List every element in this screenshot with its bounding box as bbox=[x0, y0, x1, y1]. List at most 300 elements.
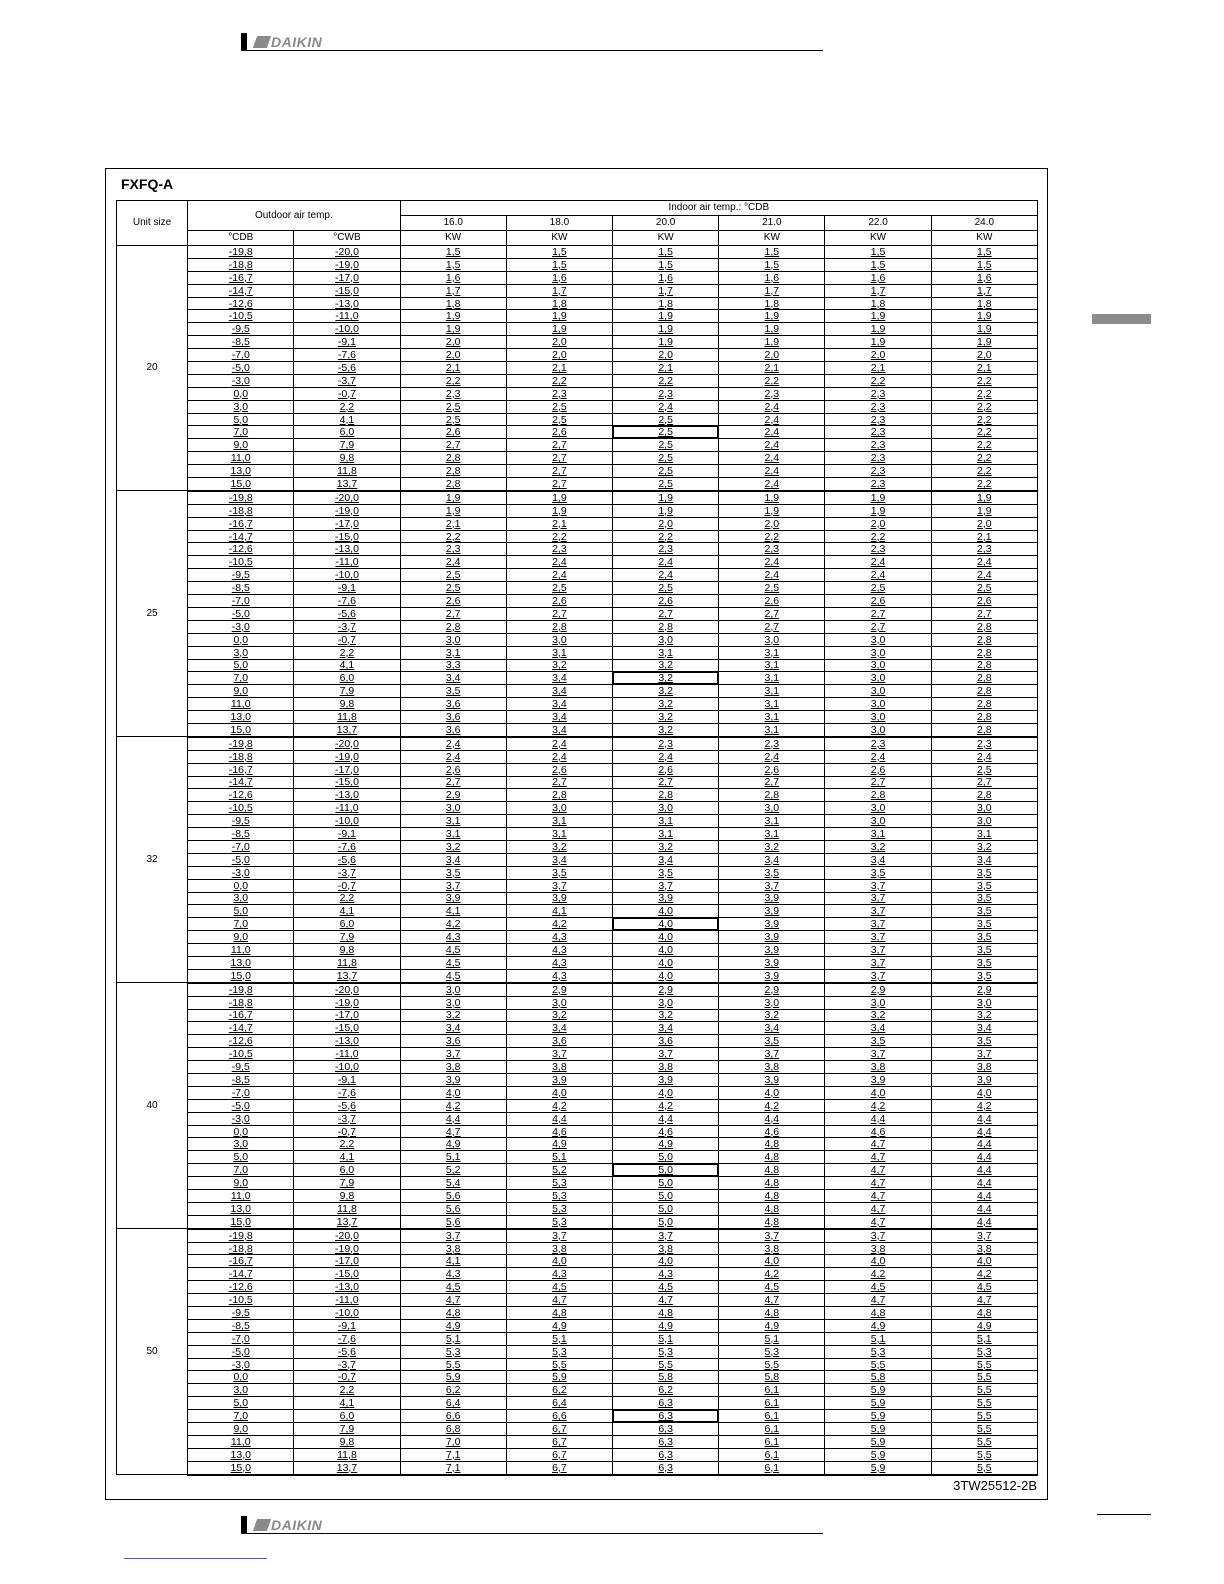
outdoor-cdb-cell: -19,8 bbox=[188, 491, 294, 504]
capacity-cell: 2,8 bbox=[931, 711, 1037, 724]
table-row bbox=[117, 1215, 1038, 1228]
table-row bbox=[117, 723, 1038, 736]
capacity-cell: 5,9 bbox=[506, 1371, 612, 1384]
capacity-cell: 2,7 bbox=[400, 776, 506, 789]
capacity-cell: 6,7 bbox=[506, 1448, 612, 1461]
capacity-cell: 5,9 bbox=[400, 1371, 506, 1384]
capacity-cell: 1,7 bbox=[931, 284, 1037, 297]
capacity-cell: 2,6 bbox=[506, 426, 612, 439]
capacity-cell: 3,5 bbox=[931, 956, 1037, 969]
capacity-cell: 2,3 bbox=[613, 543, 719, 556]
capacity-cell: 6,4 bbox=[506, 1397, 612, 1410]
capacity-cell: 2,0 bbox=[931, 517, 1037, 530]
capacity-cell: 3,7 bbox=[825, 1229, 931, 1242]
capacity-cell: 2,4 bbox=[931, 569, 1037, 582]
outdoor-cwb-cell: -15,0 bbox=[294, 776, 400, 789]
capacity-cell: 2,8 bbox=[506, 789, 612, 802]
capacity-cell: 3,2 bbox=[719, 1009, 825, 1022]
capacity-cell: 4,7 bbox=[825, 1294, 931, 1307]
capacity-cell: 1,9 bbox=[719, 504, 825, 517]
capacity-cell: 4,1 bbox=[400, 905, 506, 918]
capacity-cell: 4,9 bbox=[613, 1319, 719, 1332]
table-row bbox=[117, 284, 1038, 297]
capacity-cell: 4,0 bbox=[613, 944, 719, 957]
capacity-cell: 3,2 bbox=[613, 698, 719, 711]
capacity-cell: 2,5 bbox=[613, 478, 719, 491]
capacity-cell: 3,7 bbox=[825, 969, 931, 982]
capacity-cell: 1,9 bbox=[506, 504, 612, 517]
outdoor-cdb-cell: -19,8 bbox=[188, 1229, 294, 1242]
capacity-cell: 4,0 bbox=[825, 1255, 931, 1268]
capacity-cell: 4,0 bbox=[931, 1255, 1037, 1268]
table-row bbox=[117, 362, 1038, 375]
capacity-cell: 2,4 bbox=[613, 569, 719, 582]
header-unit-kw: KW bbox=[506, 231, 612, 246]
table-row bbox=[117, 1009, 1038, 1022]
outdoor-cdb-cell: -16,7 bbox=[188, 763, 294, 776]
capacity-cell: 3,7 bbox=[825, 892, 931, 905]
capacity-cell: 4,7 bbox=[613, 1294, 719, 1307]
header-unit-kw: KW bbox=[931, 231, 1037, 246]
header-cwb: °CWB bbox=[294, 231, 400, 246]
capacity-cell: 3,8 bbox=[825, 1061, 931, 1074]
capacity-cell: 2,3 bbox=[613, 737, 719, 750]
table-row bbox=[117, 413, 1038, 426]
capacity-cell: 4,5 bbox=[400, 1281, 506, 1294]
table-row bbox=[117, 556, 1038, 569]
outdoor-cwb-cell: 9,8 bbox=[294, 698, 400, 711]
capacity-cell: 4,5 bbox=[400, 969, 506, 982]
capacity-cell: 2,5 bbox=[400, 413, 506, 426]
capacity-cell: 4,7 bbox=[825, 1164, 931, 1177]
table-row bbox=[117, 620, 1038, 633]
outdoor-cwb-cell: -9,1 bbox=[294, 582, 400, 595]
capacity-cell: 2,5 bbox=[931, 763, 1037, 776]
table-row bbox=[117, 504, 1038, 517]
outdoor-cwb-cell: -13,0 bbox=[294, 543, 400, 556]
table-header bbox=[117, 201, 1038, 246]
capacity-cell: 2,8 bbox=[931, 698, 1037, 711]
brand-name: DAIKIN bbox=[271, 34, 323, 50]
outdoor-cdb-cell: -5,0 bbox=[188, 853, 294, 866]
daikin-logo bbox=[255, 1517, 322, 1533]
table-row bbox=[117, 1448, 1038, 1461]
table-row bbox=[117, 672, 1038, 685]
table-row bbox=[117, 336, 1038, 349]
capacity-cell: 6,6 bbox=[400, 1410, 506, 1423]
outdoor-cdb-cell: -7,0 bbox=[188, 840, 294, 853]
capacity-cell: 4,0 bbox=[825, 1086, 931, 1099]
outdoor-cdb-cell: 5,0 bbox=[188, 659, 294, 672]
capacity-cell: 5,5 bbox=[931, 1423, 1037, 1436]
capacity-cell: 4,8 bbox=[719, 1202, 825, 1215]
capacity-cell: 3,7 bbox=[825, 905, 931, 918]
capacity-cell: 4,8 bbox=[400, 1307, 506, 1320]
outdoor-cwb-cell: -3,7 bbox=[294, 866, 400, 879]
capacity-cell: 3,2 bbox=[613, 840, 719, 853]
outdoor-cwb-cell: -7,6 bbox=[294, 349, 400, 362]
table-row bbox=[117, 452, 1038, 465]
outdoor-cwb-cell: -17,0 bbox=[294, 763, 400, 776]
capacity-cell: 1,7 bbox=[506, 284, 612, 297]
table-row bbox=[117, 1190, 1038, 1203]
capacity-cell: 2,3 bbox=[400, 543, 506, 556]
capacity-cell: 2,0 bbox=[506, 349, 612, 362]
capacity-cell: 4,4 bbox=[931, 1164, 1037, 1177]
capacity-cell: 1,7 bbox=[719, 284, 825, 297]
capacity-cell: 4,2 bbox=[719, 1099, 825, 1112]
document-code: 3TW25512-2B bbox=[953, 1478, 1037, 1493]
capacity-cell: 4,5 bbox=[400, 944, 506, 957]
capacity-cell: 1,6 bbox=[719, 271, 825, 284]
outdoor-cdb-cell: 3,0 bbox=[188, 1384, 294, 1397]
capacity-cell: 2,9 bbox=[613, 983, 719, 996]
capacity-cell: 4,4 bbox=[719, 1112, 825, 1125]
header-unit-size: Unit size bbox=[117, 201, 188, 246]
outdoor-cwb-cell: 13,7 bbox=[294, 723, 400, 736]
outdoor-cdb-cell: -12,6 bbox=[188, 1035, 294, 1048]
capacity-cell: 1,9 bbox=[931, 310, 1037, 323]
outdoor-cdb-cell: 0,0 bbox=[188, 1125, 294, 1138]
table-row bbox=[117, 491, 1038, 504]
capacity-cell: 5,3 bbox=[506, 1202, 612, 1215]
outdoor-cwb-cell: -0,7 bbox=[294, 387, 400, 400]
capacity-cell: 3,9 bbox=[719, 905, 825, 918]
capacity-cell: 5,5 bbox=[931, 1371, 1037, 1384]
outdoor-cdb-cell: 9,0 bbox=[188, 1177, 294, 1190]
capacity-cell: 3,8 bbox=[613, 1061, 719, 1074]
capacity-cell: 2,0 bbox=[613, 517, 719, 530]
capacity-cell: 4,9 bbox=[613, 1138, 719, 1151]
capacity-cell: 4,2 bbox=[400, 918, 506, 931]
capacity-cell: 2,9 bbox=[825, 983, 931, 996]
capacity-cell: 2,3 bbox=[825, 543, 931, 556]
capacity-cell: 2,8 bbox=[931, 620, 1037, 633]
capacity-cell: 5,6 bbox=[400, 1202, 506, 1215]
outdoor-cwb-cell: 2,2 bbox=[294, 1384, 400, 1397]
capacity-cell: 2,8 bbox=[931, 659, 1037, 672]
capacity-cell: 5,0 bbox=[613, 1177, 719, 1190]
outdoor-cdb-cell: -10,5 bbox=[188, 1048, 294, 1061]
capacity-cell: 3,4 bbox=[825, 1022, 931, 1035]
capacity-cell: 3,9 bbox=[719, 944, 825, 957]
outdoor-cwb-cell: 4,1 bbox=[294, 1397, 400, 1410]
capacity-cell: 3,0 bbox=[613, 996, 719, 1009]
capacity-cell: 2,2 bbox=[825, 530, 931, 543]
capacity-cell: 5,1 bbox=[506, 1151, 612, 1164]
table-row bbox=[117, 582, 1038, 595]
capacity-cell: 3,0 bbox=[613, 633, 719, 646]
outdoor-cdb-cell: 13,0 bbox=[188, 956, 294, 969]
capacity-cell: 3,8 bbox=[825, 1242, 931, 1255]
table-row bbox=[117, 1112, 1038, 1125]
outdoor-cdb-cell: -14,7 bbox=[188, 776, 294, 789]
header-indoor-temp: Indoor air temp.: °CDB bbox=[400, 201, 1037, 216]
capacity-cell: 3,9 bbox=[506, 1074, 612, 1087]
capacity-cell: 2,8 bbox=[506, 620, 612, 633]
capacity-cell: 4,6 bbox=[506, 1125, 612, 1138]
header-unit-kw: KW bbox=[825, 231, 931, 246]
capacity-cell: 2,9 bbox=[719, 983, 825, 996]
outdoor-cdb-cell: -8,5 bbox=[188, 336, 294, 349]
table-row bbox=[117, 1358, 1038, 1371]
outdoor-cdb-cell: -19,8 bbox=[188, 983, 294, 996]
capacity-cell: 4,9 bbox=[825, 1319, 931, 1332]
outdoor-cwb-cell: -7,6 bbox=[294, 1086, 400, 1099]
capacity-cell: 4,9 bbox=[931, 1319, 1037, 1332]
outdoor-cwb-cell: -20,0 bbox=[294, 491, 400, 504]
capacity-cell: 2,0 bbox=[825, 517, 931, 530]
outdoor-cdb-cell: -18,8 bbox=[188, 750, 294, 763]
outdoor-cwb-cell: -0,7 bbox=[294, 633, 400, 646]
capacity-cell: 3,2 bbox=[400, 1009, 506, 1022]
outdoor-cwb-cell: -7,6 bbox=[294, 595, 400, 608]
capacity-cell: 2,7 bbox=[400, 607, 506, 620]
outdoor-cdb-cell: 15,0 bbox=[188, 1461, 294, 1474]
table-row bbox=[117, 969, 1038, 982]
capacity-cell: 3,4 bbox=[400, 1022, 506, 1035]
capacity-cell: 2,4 bbox=[719, 569, 825, 582]
outdoor-cdb-cell: -14,7 bbox=[188, 530, 294, 543]
table-row bbox=[117, 1319, 1038, 1332]
capacity-cell: 7,0 bbox=[400, 1435, 506, 1448]
unit-size-cell: 25 bbox=[117, 491, 188, 737]
outdoor-cdb-cell: -12,6 bbox=[188, 789, 294, 802]
outdoor-cdb-cell: -7,0 bbox=[188, 595, 294, 608]
capacity-cell: 3,7 bbox=[825, 918, 931, 931]
capacity-cell: 6,1 bbox=[719, 1435, 825, 1448]
capacity-cell: 4,6 bbox=[719, 1125, 825, 1138]
capacity-cell: 1,9 bbox=[825, 336, 931, 349]
capacity-cell: 3,0 bbox=[931, 815, 1037, 828]
outdoor-cwb-cell: 2,2 bbox=[294, 400, 400, 413]
table-row bbox=[117, 659, 1038, 672]
capacity-cell: 3,4 bbox=[506, 1022, 612, 1035]
capacity-cell: 4,0 bbox=[400, 1086, 506, 1099]
capacity-cell: 4,8 bbox=[719, 1307, 825, 1320]
capacity-cell: 3,4 bbox=[825, 853, 931, 866]
capacity-cell: 2,6 bbox=[825, 763, 931, 776]
capacity-cell: 2,3 bbox=[719, 737, 825, 750]
capacity-cell: 3,5 bbox=[825, 1035, 931, 1048]
outdoor-cwb-cell: 6,0 bbox=[294, 672, 400, 685]
table-row bbox=[117, 685, 1038, 698]
capacity-cell: 2,2 bbox=[931, 413, 1037, 426]
capacity-cell: 2,4 bbox=[719, 556, 825, 569]
table-row bbox=[117, 349, 1038, 362]
capacity-cell: 3,7 bbox=[825, 944, 931, 957]
capacity-cell: 2,4 bbox=[825, 569, 931, 582]
outdoor-cwb-cell: 11,8 bbox=[294, 956, 400, 969]
outdoor-cwb-cell: -15,0 bbox=[294, 284, 400, 297]
table-row bbox=[117, 1164, 1038, 1177]
capacity-cell: 3,2 bbox=[613, 685, 719, 698]
capacity-cell: 1,9 bbox=[400, 323, 506, 336]
capacity-cell: 5,4 bbox=[400, 1177, 506, 1190]
outdoor-cwb-cell: 2,2 bbox=[294, 892, 400, 905]
capacity-cell: 6,3 bbox=[613, 1423, 719, 1436]
capacity-cell: 3,4 bbox=[506, 685, 612, 698]
capacity-cell: 3,5 bbox=[400, 685, 506, 698]
capacity-cell: 1,7 bbox=[400, 284, 506, 297]
capacity-cell: 5,1 bbox=[613, 1332, 719, 1345]
capacity-cell: 1,5 bbox=[719, 246, 825, 259]
capacity-cell: 3,0 bbox=[825, 659, 931, 672]
capacity-cell: 2,6 bbox=[613, 595, 719, 608]
outdoor-cdb-cell: -9,5 bbox=[188, 569, 294, 582]
outdoor-cdb-cell: 9,0 bbox=[188, 439, 294, 452]
capacity-cell: 4,8 bbox=[719, 1177, 825, 1190]
capacity-cell: 3,1 bbox=[613, 828, 719, 841]
outdoor-cwb-cell: -3,7 bbox=[294, 1112, 400, 1125]
brand-bar bbox=[241, 1516, 247, 1534]
capacity-cell: 2,1 bbox=[931, 362, 1037, 375]
header-indoor-value: 22.0 bbox=[825, 216, 931, 231]
capacity-cell: 3,9 bbox=[719, 892, 825, 905]
outdoor-cdb-cell: 0,0 bbox=[188, 387, 294, 400]
capacity-cell: 2,1 bbox=[400, 517, 506, 530]
capacity-cell: 3,5 bbox=[719, 1035, 825, 1048]
capacity-cell: 2,8 bbox=[825, 789, 931, 802]
table-row bbox=[117, 1099, 1038, 1112]
capacity-cell: 1,8 bbox=[931, 297, 1037, 310]
table-row bbox=[117, 297, 1038, 310]
capacity-cell: 1,5 bbox=[931, 246, 1037, 259]
table-row bbox=[117, 439, 1038, 452]
outdoor-cdb-cell: 13,0 bbox=[188, 465, 294, 478]
outdoor-cwb-cell: -9,1 bbox=[294, 1319, 400, 1332]
capacity-cell: 2,7 bbox=[613, 776, 719, 789]
header-indoor-value: 24.0 bbox=[931, 216, 1037, 231]
table-row bbox=[117, 465, 1038, 478]
outdoor-cwb-cell: 6,0 bbox=[294, 1164, 400, 1177]
outdoor-cdb-cell: -16,7 bbox=[188, 1255, 294, 1268]
capacity-cell: 4,9 bbox=[400, 1138, 506, 1151]
outdoor-cwb-cell: -5,6 bbox=[294, 853, 400, 866]
capacity-table bbox=[116, 200, 1038, 1476]
header-unit-kw: KW bbox=[613, 231, 719, 246]
capacity-cell: 2,4 bbox=[825, 556, 931, 569]
capacity-cell: 1,8 bbox=[506, 297, 612, 310]
capacity-cell: 1,9 bbox=[719, 336, 825, 349]
outdoor-cdb-cell: 13,0 bbox=[188, 1202, 294, 1215]
outdoor-cdb-cell: -10,5 bbox=[188, 310, 294, 323]
capacity-cell: 3,0 bbox=[400, 802, 506, 815]
capacity-cell: 2,9 bbox=[506, 983, 612, 996]
capacity-cell: 6,1 bbox=[719, 1423, 825, 1436]
capacity-cell: 4,2 bbox=[825, 1268, 931, 1281]
outdoor-cwb-cell: 9,8 bbox=[294, 452, 400, 465]
outdoor-cdb-cell: -18,8 bbox=[188, 258, 294, 271]
table-row bbox=[117, 400, 1038, 413]
capacity-cell: 4,5 bbox=[825, 1281, 931, 1294]
capacity-cell: 3,6 bbox=[400, 711, 506, 724]
capacity-cell: 2,4 bbox=[825, 750, 931, 763]
capacity-cell: 1,6 bbox=[931, 271, 1037, 284]
capacity-cell: 2,6 bbox=[506, 763, 612, 776]
outdoor-cwb-cell: -3,7 bbox=[294, 1358, 400, 1371]
capacity-cell: 2,7 bbox=[400, 439, 506, 452]
capacity-cell: 2,8 bbox=[931, 723, 1037, 736]
capacity-cell: 3,4 bbox=[613, 853, 719, 866]
capacity-cell: 6,7 bbox=[506, 1435, 612, 1448]
capacity-cell: 4,8 bbox=[719, 1164, 825, 1177]
table-row bbox=[117, 956, 1038, 969]
outdoor-cdb-cell: -3,0 bbox=[188, 1112, 294, 1125]
capacity-cell: 5,9 bbox=[825, 1384, 931, 1397]
table-row bbox=[117, 802, 1038, 815]
capacity-cell: 1,8 bbox=[613, 297, 719, 310]
outdoor-cdb-cell: -9,5 bbox=[188, 815, 294, 828]
capacity-cell: 4,0 bbox=[613, 905, 719, 918]
capacity-cell: 4,2 bbox=[931, 1268, 1037, 1281]
capacity-cell: 3,1 bbox=[613, 815, 719, 828]
capacity-cell: 3,6 bbox=[400, 698, 506, 711]
capacity-cell: 3,2 bbox=[931, 1009, 1037, 1022]
capacity-cell: 4,4 bbox=[931, 1215, 1037, 1228]
capacity-cell: 1,9 bbox=[825, 310, 931, 323]
outdoor-cwb-cell: 11,8 bbox=[294, 1448, 400, 1461]
capacity-cell: 2,5 bbox=[825, 582, 931, 595]
capacity-cell: 3,6 bbox=[613, 1035, 719, 1048]
capacity-cell: 2,5 bbox=[400, 569, 506, 582]
outdoor-cdb-cell: -8,5 bbox=[188, 582, 294, 595]
capacity-cell: 2,6 bbox=[400, 426, 506, 439]
outdoor-cwb-cell: -20,0 bbox=[294, 1229, 400, 1242]
table-row bbox=[117, 374, 1038, 387]
capacity-cell: 3,0 bbox=[825, 646, 931, 659]
capacity-cell: 2,5 bbox=[613, 582, 719, 595]
capacity-cell: 3,4 bbox=[506, 853, 612, 866]
capacity-cell: 5,0 bbox=[613, 1202, 719, 1215]
outdoor-cdb-cell: 3,0 bbox=[188, 400, 294, 413]
capacity-cell: 2,2 bbox=[931, 439, 1037, 452]
table-row bbox=[117, 633, 1038, 646]
capacity-cell: 3,6 bbox=[400, 1035, 506, 1048]
capacity-cell: 3,5 bbox=[931, 969, 1037, 982]
capacity-cell: 1,9 bbox=[825, 323, 931, 336]
capacity-cell: 2,0 bbox=[613, 349, 719, 362]
table-row bbox=[117, 1242, 1038, 1255]
capacity-cell: 2,3 bbox=[825, 737, 931, 750]
outdoor-cdb-cell: -3,0 bbox=[188, 374, 294, 387]
header-indoor-value: 18.0 bbox=[506, 216, 612, 231]
table-row bbox=[117, 1074, 1038, 1087]
capacity-cell: 3,7 bbox=[400, 879, 506, 892]
capacity-cell: 4,2 bbox=[719, 1268, 825, 1281]
capacity-cell: 6,4 bbox=[400, 1397, 506, 1410]
capacity-cell: 3,7 bbox=[613, 879, 719, 892]
capacity-cell: 6,7 bbox=[506, 1423, 612, 1436]
capacity-cell: 6,7 bbox=[506, 1461, 612, 1474]
outdoor-cwb-cell: -13,0 bbox=[294, 789, 400, 802]
capacity-cell: 4,3 bbox=[506, 956, 612, 969]
outdoor-cwb-cell: 2,2 bbox=[294, 1138, 400, 1151]
capacity-cell: 3,8 bbox=[400, 1242, 506, 1255]
table-row bbox=[117, 1086, 1038, 1099]
capacity-cell: 2,1 bbox=[613, 362, 719, 375]
page-number-rule bbox=[1097, 1514, 1151, 1515]
capacity-cell: 2,4 bbox=[719, 750, 825, 763]
outdoor-cdb-cell: -10,5 bbox=[188, 802, 294, 815]
table-row bbox=[117, 815, 1038, 828]
capacity-cell: 3,0 bbox=[400, 633, 506, 646]
capacity-cell: 4,0 bbox=[613, 931, 719, 944]
capacity-cell: 3,7 bbox=[931, 1048, 1037, 1061]
capacity-cell: 3,0 bbox=[719, 996, 825, 1009]
capacity-cell: 3,2 bbox=[613, 723, 719, 736]
capacity-cell: 3,0 bbox=[825, 996, 931, 1009]
